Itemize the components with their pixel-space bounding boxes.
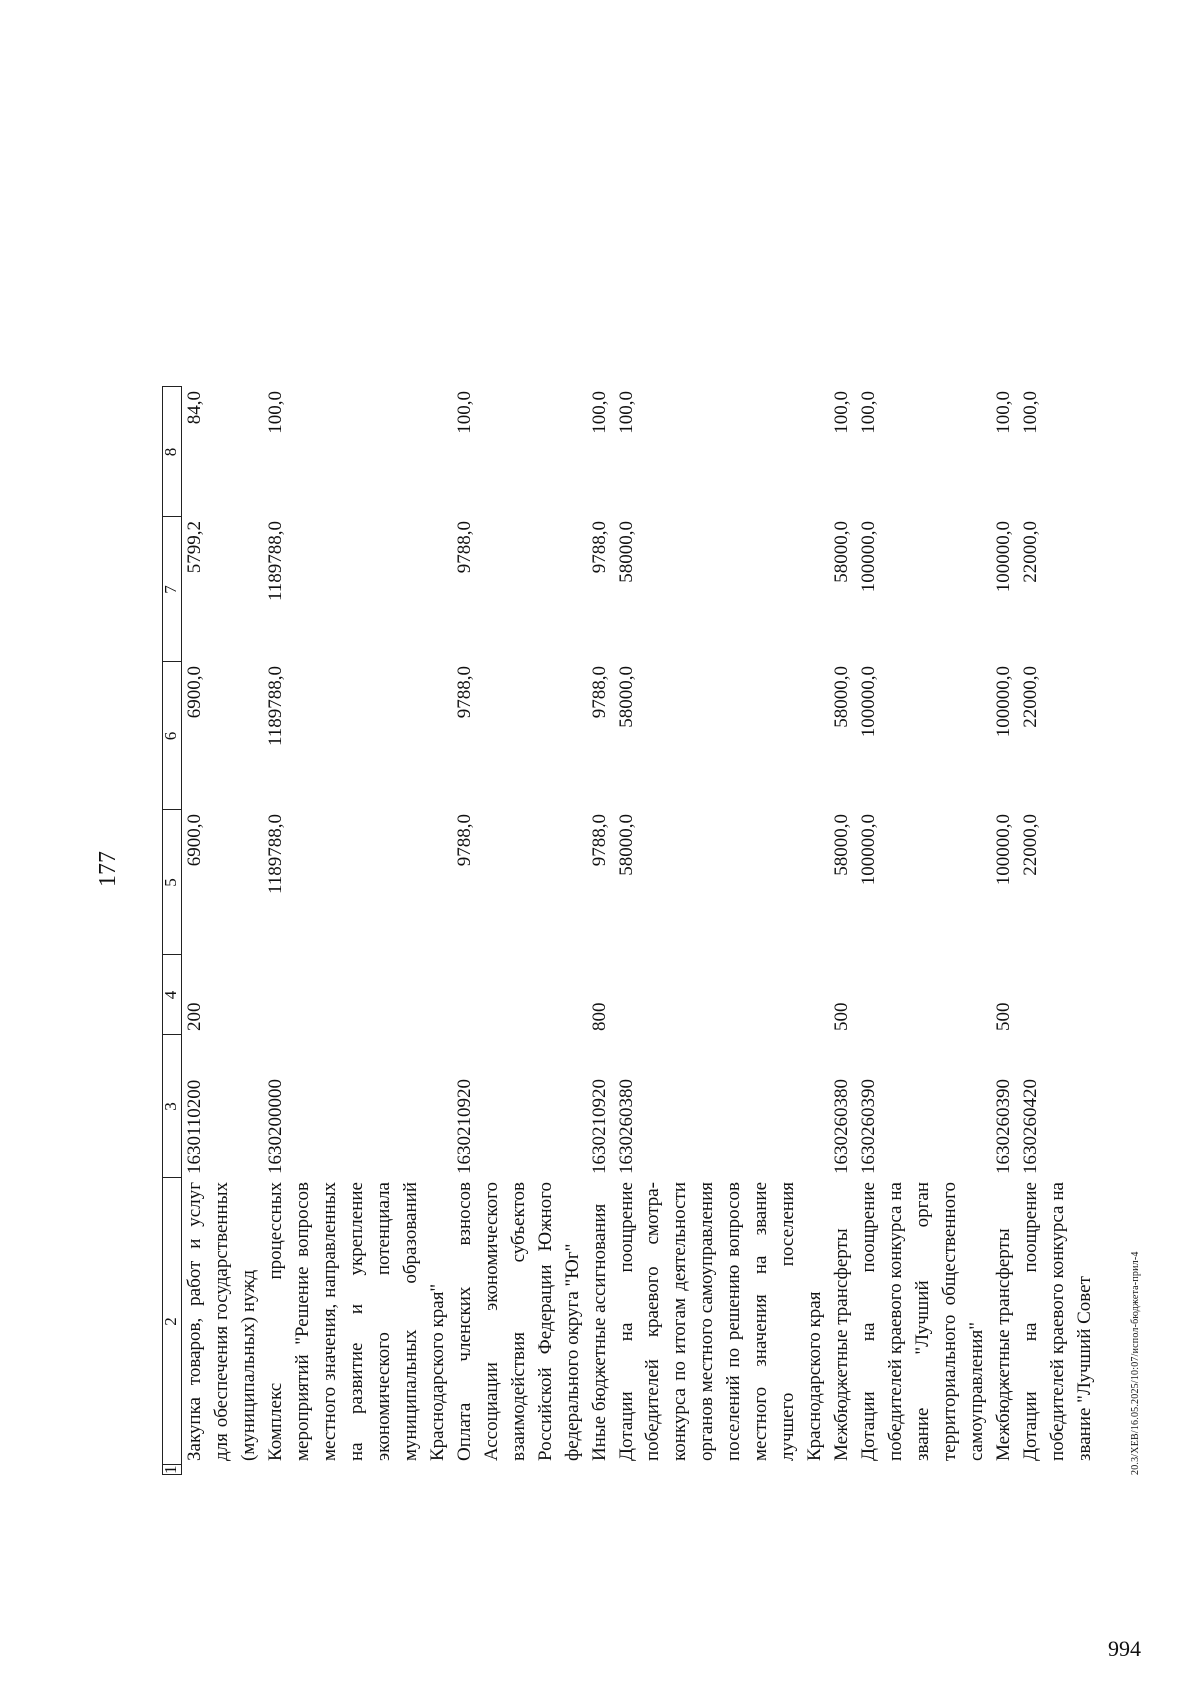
cell-col-6: 100000,0 [858,666,880,738]
cell-col-5: 100000,0 [993,814,1015,886]
cell-type: 500 [993,1002,1015,1031]
cell-col-5: 58000,0 [615,814,637,876]
cell-code: 1630210920 [588,1079,610,1174]
cell-col-7: 9788,0 [453,521,475,574]
cell-name: Комплекс процессных мероприятий "Решение вопросов местного значения, направленных на развитие и укрепление экономического потенциала муниципальных образований Краснодарского края" [264,1182,448,1461]
cell-col-7: 5799,2 [184,521,205,574]
cell-col-6: 58000,0 [831,666,853,728]
header-col-1: 1 [161,1465,180,1474]
cell-col-7: 22000,0 [1020,521,1042,583]
table-row [182,387,263,1475]
header-col-4: 4 [163,955,182,1035]
cell-code: 1630110200 [184,1079,205,1174]
cell-col-1 [991,1465,1018,1475]
cell-col-1 [263,1465,452,1475]
table-row [452,387,587,1475]
table-row [587,387,614,1475]
cell-col-5: 9788,0 [588,814,610,867]
cell-type [452,955,587,1035]
cell-code: 1630210920 [453,1079,475,1174]
cell-col-8: 100,0 [615,391,637,434]
cell-col-5: 100000,0 [858,814,880,886]
cell-type [614,955,830,1035]
cell-col-5: 6900,0 [184,814,205,867]
cell-col-6: 9788,0 [588,666,610,719]
cell-name: Дотации на поощрение победителей краевого смотра-конкурса по итогам деятельности органов местного самоуправления поселений по решению вопросов местного значения на звание лучшего поселения Краснодарского края [615,1182,826,1461]
cell-col-7: 58000,0 [831,521,853,583]
table-row [1018,387,1099,1475]
header-col-5: 5 [163,810,182,955]
cell-col-8: 100,0 [264,391,286,434]
cell-col-1 [856,1465,991,1475]
cell-col-6: 9788,0 [453,666,475,719]
cell-code: 1630260380 [831,1079,853,1174]
budget-table [162,387,1099,1476]
cell-col-8: 100,0 [831,391,853,434]
table-row [856,387,991,1475]
cell-col-7: 9788,0 [588,521,610,574]
cell-col-1 [1018,1465,1099,1475]
cell-name: Дотации на поощрение победителей краевого конкурса на звание "Лучший орган территориального общественного самоуправления" [858,1182,988,1461]
cell-col-8: 100,0 [453,391,475,434]
cell-col-6: 100000,0 [993,666,1015,738]
cell-type: 800 [588,1002,610,1031]
cell-code: 1630260390 [993,1079,1015,1174]
cell-col-5: 22000,0 [1020,814,1042,876]
table-header [163,387,182,1475]
cell-col-6: 22000,0 [1020,666,1042,728]
cell-col-5: 58000,0 [831,814,853,876]
table-row [614,387,830,1475]
cell-col-8: 84,0 [184,391,205,425]
cell-col-8: 100,0 [1020,391,1042,434]
cell-col-6: 58000,0 [615,666,637,728]
cell-col-1 [829,1465,856,1475]
cell-name: Межбюджетные трансферты [831,1228,853,1461]
table-body [182,387,1099,1475]
cell-col-7: 58000,0 [615,521,637,583]
cell-col-7: 1189788,0 [264,521,286,602]
cell-type: 500 [831,1002,853,1031]
header-col-2: 2 [163,1178,182,1465]
table-row [991,387,1018,1475]
footer-code: 20.3/ХЕВ/16.05.2025/10:07/испол-бюджета-прил-4 [1130,1251,1141,1475]
cell-type [263,955,452,1035]
cell-col-1 [182,1465,263,1475]
cell-col-5: 9788,0 [453,814,475,867]
cell-name: Иные бюджетные ассигнования [588,1203,610,1461]
header-col-6: 6 [163,662,182,810]
cell-name: Оплата членских взносов Ассоциации экономического взаимодействия субъектов Российской Федерации Южного федерального округа "Юг" [453,1182,583,1461]
cell-col-7: 100000,0 [993,521,1015,593]
table-row [829,387,856,1475]
cell-col-1 [452,1465,587,1475]
cell-col-6: 6900,0 [184,666,205,719]
sheet-number: 177 [95,851,121,887]
table-row [263,387,452,1475]
header-col-3: 3 [163,1035,182,1178]
cell-code: 1630200000 [264,1079,286,1174]
cell-code: 1630260420 [1020,1079,1042,1174]
cell-name: Закупка товаров, работ и услуг для обеспечения государственных (муниципальных) нужд [184,1182,259,1461]
cell-type [856,955,991,1035]
cell-col-8: 100,0 [993,391,1015,434]
cell-type [1018,955,1099,1035]
cell-code: 1630260380 [615,1079,637,1174]
header-col-8: 8 [163,387,182,517]
cell-col-5: 1189788,0 [264,814,286,895]
cell-col-1 [614,1465,830,1475]
header-col-7: 7 [163,517,182,662]
page-number: 994 [1108,1636,1141,1661]
cell-name: Межбюджетные трансферты [993,1228,1015,1461]
cell-col-6: 1189788,0 [264,666,286,747]
cell-col-8: 100,0 [858,391,880,434]
cell-code: 1630260390 [858,1079,880,1174]
cell-col-1 [587,1465,614,1475]
cell-type: 200 [184,1002,205,1031]
cell-col-7: 100000,0 [858,521,880,593]
cell-col-8: 100,0 [588,391,610,434]
cell-name: Дотации на поощрение победителей краевого конкурса на звание "Лучший Совет [1020,1182,1095,1461]
